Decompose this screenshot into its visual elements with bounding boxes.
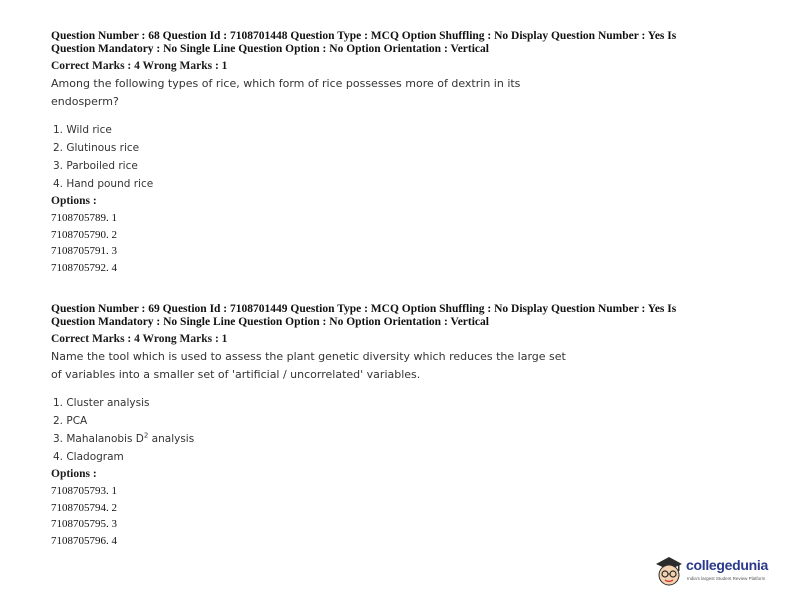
question-block-68 [51, 30, 741, 276]
answer-choice: 1. Wild rice [53, 124, 112, 136]
option-id-list [51, 210, 741, 276]
marks-line: Correct Marks : 4 Wrong Marks : 1 [51, 333, 228, 345]
question-meta-line: Question Mandatory : No Single Line Question Option : No Option Orientation : Vertical [51, 315, 489, 328]
question-meta-line: Question Number : 68 Question Id : 7108701448 Question Type : MCQ Option Shuffling : No Display Question Number : Yes Is [51, 30, 677, 42]
options-label: Options : [51, 195, 97, 207]
question-text [51, 75, 571, 111]
answer-choice [53, 430, 741, 448]
mascot-icon [652, 553, 686, 589]
answer-choice: 4. Cladogram [53, 451, 124, 463]
option-id: 7108705794. 2 [51, 501, 117, 514]
answer-choices [51, 394, 741, 466]
answer-choices [51, 121, 741, 193]
superscript: 2 [143, 431, 149, 440]
option-id: 7108705792. 4 [51, 261, 117, 274]
question-meta-line: Question Mandatory : No Single Line Question Option : No Option Orientation : Vertical [51, 42, 489, 55]
option-id: 7108705793. 1 [51, 485, 117, 497]
question-text-line: of variables into a smaller set of 'artificial / uncorrelated' variables. [51, 368, 421, 381]
question-meta [51, 303, 741, 328]
answer-choice: 2. Glutinous rice [53, 142, 140, 154]
option-id: 7108705795. 3 [51, 518, 117, 530]
question-block-69 [51, 303, 741, 549]
question-text-line: Among the following types of rice, which form of rice possesses more of dextrin in its [51, 77, 521, 90]
collegedunia-logo [652, 553, 780, 589]
answer-choice-text: 3. Mahalanobis D [53, 433, 144, 445]
logo-wordmark: collegedunia [686, 557, 768, 573]
answer-choice: 2. PCA [53, 415, 88, 427]
marks-line: Correct Marks : 4 Wrong Marks : 1 [51, 60, 228, 72]
option-id-list [51, 483, 741, 549]
option-id: 7108705796. 4 [51, 534, 117, 547]
question-text-line: Name the tool which is used to assess the plant genetic diversity which reduces the large set [51, 350, 566, 363]
option-id: 7108705791. 3 [51, 245, 117, 257]
logo-tagline: India's largest Student Review Platform [687, 576, 766, 581]
option-id: 7108705790. 2 [51, 228, 117, 241]
question-text-line: endosperm? [51, 95, 119, 108]
answer-choice: 1. Cluster analysis [53, 397, 150, 409]
answer-choice-suffix: analysis [148, 433, 195, 445]
answer-choice: 4. Hand pound rice [53, 178, 154, 190]
question-meta [51, 30, 741, 55]
options-label: Options : [51, 468, 97, 480]
question-text [51, 348, 611, 384]
question-meta-line: Question Number : 69 Question Id : 7108701449 Question Type : MCQ Option Shuffling : No Display Question Number : Yes Is [51, 303, 677, 315]
option-id: 7108705789. 1 [51, 212, 117, 224]
answer-choice: 3. Parboiled rice [53, 160, 138, 172]
